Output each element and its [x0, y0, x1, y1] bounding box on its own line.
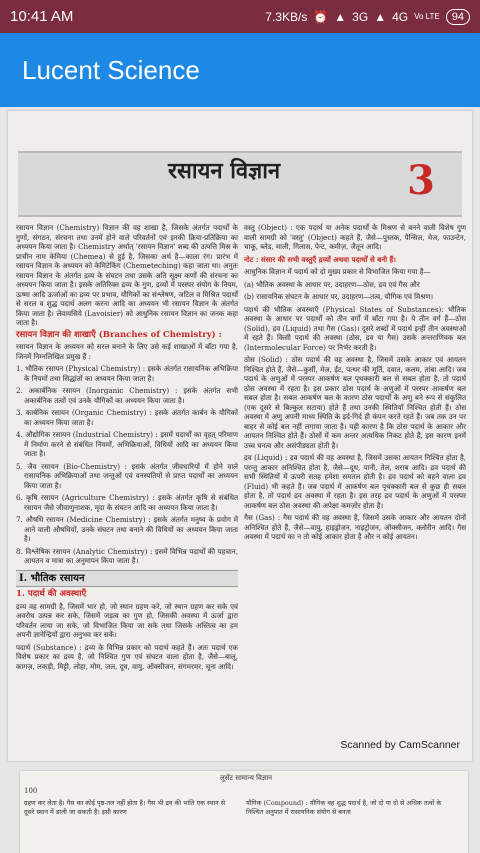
branches-heading: रसायन विज्ञान की शाखाएँ (Branches of Chemistry) : [16, 329, 222, 340]
next-book-page [20, 771, 468, 853]
scanner-watermark: Scanned by CamScanner [340, 739, 460, 751]
signal-4g-label: 4G [392, 9, 409, 24]
left-column: ग्रहण कर लेता है। गैस का कोई पृष्ठ-तल नहीं होता है। गैस भी द्रव की भांति एक स्थान से दूसरे स्थान में डाली जा सकती है। इसी कारण [24, 799, 226, 816]
app-title: Lucent Science [22, 54, 200, 85]
list-item: 6. कृषि रसायन (Agriculture Chemistry) : इसके अंतर्गत कृषि से संबंधित रसायन जैसे जीवाणुनाशक, मृदा के संघटन आदि का अध्ययन किया जाता है। [16, 493, 238, 512]
list-item: (b) रासायनिक संघटन के आधार पर, उदाहरण—तत्व, यौगिक एवं मिश्रण। [244, 292, 434, 301]
right-column [244, 223, 466, 545]
liquid-paragraph: द्रव (Liquid) : द्रव पदार्थ की वह अवस्था है, जिसमें उसका आयतन निश्चित होता है, परन्तु आकार अनिश्चित होता है, जैसे—दूध, पानी, तेल, शराब आदि। द्रव पदार्थ की सभी स्थितियों में ऊपरी सतह हमेशा समतल होती है। द्रव पदार्थ को बहने वाला द्रव (Fluid) भी कहते हैं। जब पदार्थ में आकर्षण बल पृथक्कारी बल से कुछ ही सबल होता है, तो पदार्थ द्रव अवस्था में रहता है। इस तरह द्रव पदार्थ के अणुओं में परस्पर आकर्षण बल ठोस अवस्था की अपेक्षा कमज़ोर होता है। [244, 453, 466, 510]
list-item: 2. अकार्बनिक रसायन (Inorganic Chemistry) : इसके अंतर्गत सभी अकार्बनिक तत्वों एवं उनके यौगिकों का अध्ययन किया जाता है। [16, 386, 238, 405]
list-item: (a) भौतिक अवस्था के आधार पर, उदाहरण—ठोस, द्रव एवं गैस और [244, 279, 420, 289]
matter-paragraph: द्रव्य वह सामग्री है, जिसमें भार हो, जो स्थान ग्रहण करे, जो स्थान ग्रहण कर सके एवं अवरोध उत्पन्न कर सके, जिसमें जड़त्व का गुण हो, जिसकी अवस्था में ऊर्जा द्वारा परिवर्तन लाया जा सके, जो विभाजित किया जा सके तथा जिसके अस्तित्व का हम अपनी ज्ञानेन्द्रियों द्वारा अनुभव कर सकें। [16, 601, 238, 639]
signal-icon: ▲ [374, 9, 387, 24]
list-item: 4. औद्योगिक रसायन (Industrial Chemistry) : इसमें पदार्थों का वृहत् परिमाण में निर्माण करने से संबंधित नियमों, अभिक्रियाओं, विधियों आदि का अध्ययन किया जाता है। [16, 430, 238, 458]
volte-label: Vo LTE [414, 12, 440, 21]
app-bar [0, 33, 480, 107]
object-paragraph: वस्तु (Object) : एक पदार्थ या अनेक पदार्थों के मिश्रण से बनने वाली विशेष गुण वाली सामग्री को 'वस्तु' (Object) कहते हैं, जैसे—पुस्तक, पैन्सिल, मेज, फाउन्टेन, चाकू, ब्लेड, माली, गिलास, पेन्ट, कमीज़, जैतून आदि। [244, 223, 466, 251]
status-icons [265, 9, 470, 25]
physical-states-paragraph: पदार्थ की भौतिक अवस्थाएँ (Physical States of Substances): भौतिक अवस्था के आधार पर पदार्थों को तीन वर्गों में बाँटा गया है। ये तीन वर्ग हैं—ठोस (Solid), द्रव (Liquid) तथा गैस (Gas)। दूसरे शब्दों में पदार्थ इन्हीं तीन अवस्थाओं में रहते हैं। किसी पदार्थ की अवस्था (ठोस, द्रव या गैस) उसके अन्तराणिवक बल (Intermolecular Force) पर निर्भर करती है। [244, 304, 466, 352]
intro-paragraph: रसायन विज्ञान (Chemistry) विज्ञान की वह शाखा है, जिसके अंतर्गत पदार्थों के गुणों, संगठन, संरचना तथा उनमें होने वाले परिवर्तनों एवं इनकी क्रिया-प्रतिक्रिया का अध्ययन किया जाता है। Chemistry अर्थात् 'रसायन विज्ञान' शब्द की उत्पत्ति मिस्र के प्राचीन नाम केमिया (Chemea) से हुई है, जिसका अर्थ है—काला रंग। प्रारंभ में रसायन विज्ञान के अध्ययन को केमिटेकिंग (Chemeteching) कहा जाता था। अनुतः रसायन विज्ञान के अंतर्गत द्रव्य के संघटन तथा उसके अति सूक्ष्म कणों की संरचना का अध्ययन किया जाता है। इसके अतिरिक्त द्रव्य के गुण, द्रव्यों में परस्पर संयोग के नियम, ऊष्मा आदि ऊर्जाओं का द्रव्य पर प्रभाव, यौगिकों का संश्लेषण, जटिल व मिश्रित पदार्थों से सरल व शुद्ध पदार्थ अलग करना आदि का अध्ययन भी रसायन विज्ञान के अंतर्गत किया जाता है। लेवायसिये (Lavoisier) को आधुनिक रसायन विज्ञान का जनक कहा जाता है। [16, 223, 238, 327]
signal-icon: ▲ [334, 9, 347, 24]
substance-paragraph: पदार्थ (Substance) : द्रव्य के विभिन्न प्रकार को पदार्थ कहते हैं। अतः पदार्थ एक विशेष प्रकार का द्रव्य है, जो निश्चित गुण एवं संघटन वाला होता है, जैसे—बालू, कागज़, लकड़ी, मिट्टी, लोहा, मोम, जल, दूध, वायु, ऑक्सीजन, संगमरमर, चूना आदि। [16, 642, 238, 671]
list-item: 7. औषधि रसायन (Medicine Chemistry) : इसके अंतर्गत मनुष्य के प्रयोग में आने वाली औषधियों, उनके संघटन तथा बनाने की विधियों का अध्ययन किया जाता है। [16, 515, 238, 543]
list-item: 5. जैव रसायन (Bio-Chemistry) : इसके अंतर्गत जीवधारियों में होने वाले रासायनिक अभिक्रियाओं तथा जन्तुओं एवं वनस्पतियों से प्राप्त पदार्थों का अध्ययन किया जाता है। [16, 461, 238, 490]
list-item: 1. भौतिक रसायन (Physical Chemistry) : इसके अंतर्गत रासायनिक अभिक्रिया के नियमों तथा सिद्धांतों का अध्ययन किया जाता है। [16, 364, 238, 383]
page-number: 100 [24, 787, 38, 795]
list-item: 8. विश्लेषिक रसायन (Analytic Chemistry) : इसमें विभिन्न पदार्थों की पहचान, आयतन व मात्रा का अनुमापन किया जाता है। [16, 546, 238, 565]
status-bar [0, 0, 480, 33]
list-item: 3. कार्बनिक रसायन (Organic Chemistry) : इसके अंतर्गत कार्बन के यौगिकों का अध्ययन किया जाता है। [16, 408, 238, 427]
page-header: लूसेंट सामान्य विज्ञान [220, 774, 273, 782]
branches-intro: रसायन विज्ञान के अध्ययन को सरल बनाने के लिए उसे कई शाखाओं में बाँटा गया है, जिनमें निम्नलिखित प्रमुख हैं : [16, 342, 238, 361]
left-column [16, 223, 238, 674]
note-line: नोट : संसार की सभी वस्तुएँ द्रव्यों अथवा पदार्थों से बनी हैं। [244, 254, 396, 264]
chapter-title: रसायन विज्ञान [168, 158, 281, 184]
signal-3g-label: 3G [352, 9, 369, 24]
subsection-title: 1. पदार्थ की अवस्थाएँ [16, 589, 87, 599]
alarm-off-icon: ⏰ [313, 9, 329, 24]
solid-paragraph: ठोस (Solid) : ठोस पदार्थ की वह अवस्था है, जिसमें उसके आकार एवं आयतन निश्चित होते हैं, जैसे—कुर्सी, मेज, ईंट, पत्थर की मूर्ति, दवात, कलम, तांबा आदि। जब पदार्थ के अणुओं में परस्पर आकर्षण बल पृथक्कारी बल से सबल होता है, तो पदार्थ ठोस अवस्था में रहता है। इस प्रकार ठोस पदार्थ के अणुओं में परस्पर आकर्षण बल सबल होता है। सबल आकर्षण बल के कारण ठोस पदार्थों के अणु बने रूप से संकुलित (एक दूसरे से बिल्कुल सटाया) होते हैं तथा उनकी स्थितियाँ निश्चित होती हैं। ठोस अवस्था में अणु अपनी माध्य स्थिति के इर्द-गिर्द ही कंपन करते रहते हैं। जब तक उन पर बाहर से कोई बल नहीं लगाया जाता है। यही कारण है कि ठोस पदार्थ के आकार और आयतन निश्चित होते हैं। ठोसों में कम अन्तर अत्यधिक निकट होते हैं, इस कारण इनमें उच्च घनत्व और असंपीड्यता होती है। [244, 355, 466, 450]
book-page [8, 111, 472, 761]
battery-icon: 94 [446, 9, 470, 25]
chapter-number: 3 [407, 156, 435, 204]
classification-paragraph: आधुनिक विज्ञान में पदार्थ को दो मुख्य प्रकार से विभाजित किया गया है— [244, 267, 431, 276]
gas-paragraph: गैस (Gas) : गैस पदार्थ की वह अवस्था है, जिसमें उसके आकार और आयतन दोनों अनिश्चित होते हैं, जैसे—वायु, हाइड्रोजन, नाइट्रोजन, ऑक्सीजन, क्लोरीन आदि। गैस अवस्था में पदार्थ का न तो कोई आकार होता है और न कोई आयतन। [244, 513, 466, 541]
document-viewer[interactable] [0, 107, 480, 853]
net-speed: 7.3KB/s [265, 9, 308, 24]
section-title: I. भौतिक रसायन [16, 570, 238, 588]
right-column: यौगिक (Compound) : यौगिक वह शुद्ध पदार्थ है, जो दो या दो से अधिक तत्वों के निश्चित अनुपात में रासायनिक संयोग से बनता [246, 799, 442, 816]
status-time: 10:41 AM [10, 8, 74, 25]
